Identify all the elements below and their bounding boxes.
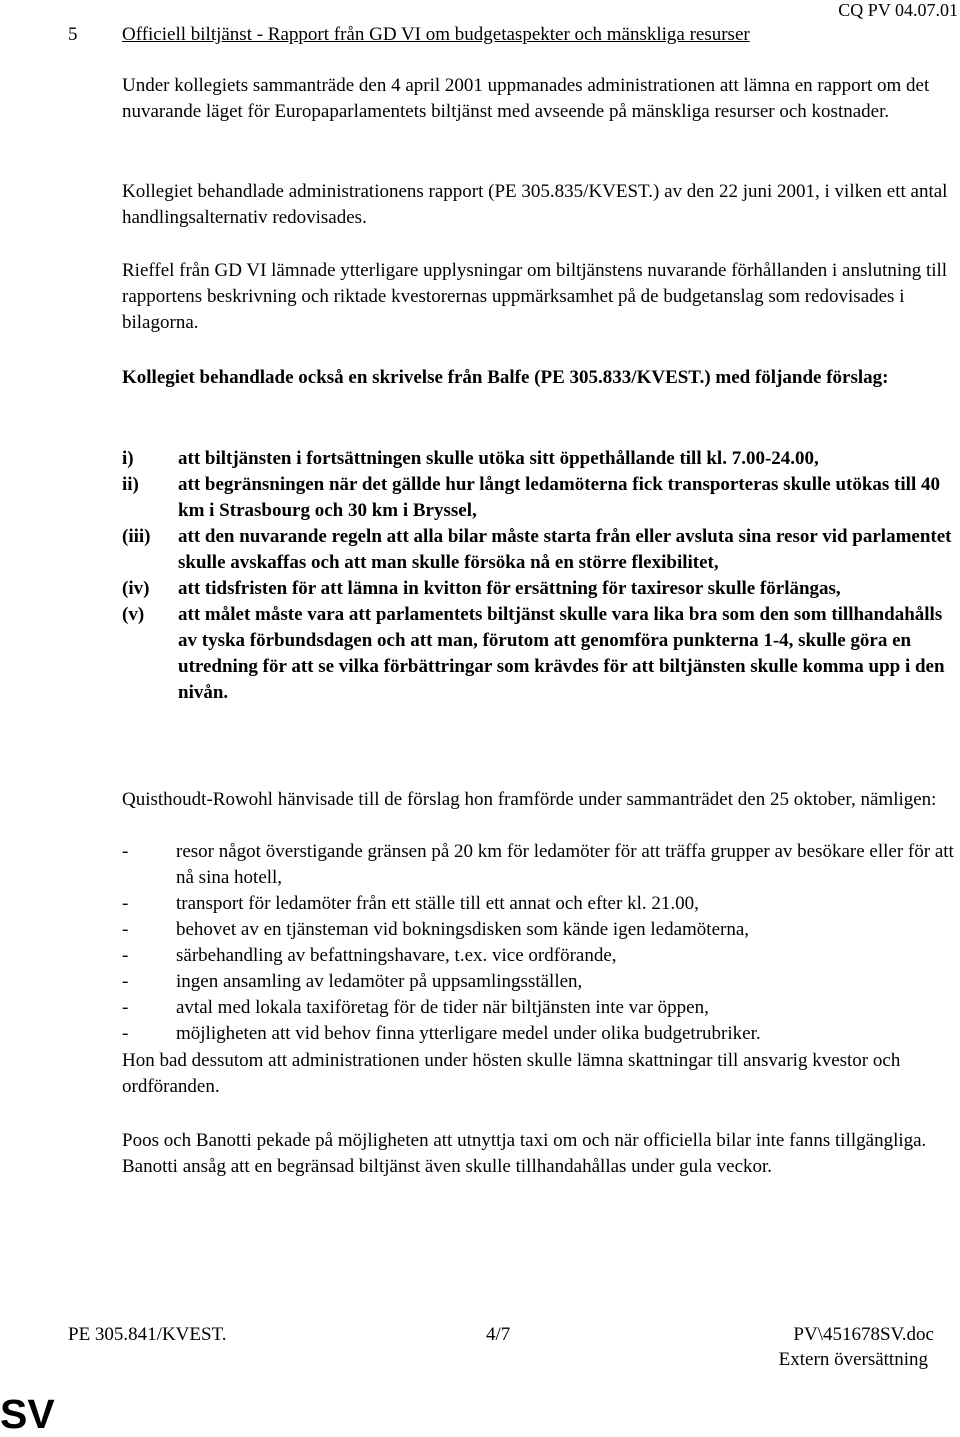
list-item-text: behovet av en tjänsteman vid bokningsdisken som kände igen ledamöterna, [176, 919, 750, 940]
list-item [122, 891, 957, 917]
list-bullet: - [122, 945, 129, 966]
section-title: Officiell biltjänst - Rapport från GD VI om budgetaspekter och mänskliga resurser [122, 24, 750, 45]
footer-pe-number: PE 305.841/KVEST. [68, 1324, 227, 1345]
list-item [122, 995, 957, 1021]
list-item [122, 1021, 957, 1047]
proposal-label: i) [122, 448, 134, 469]
list-item-text: resor något överstigande gränsen på 20 km för ledamöter för att träffa grupper av besökare eller för att nå sina hotell, [176, 841, 954, 888]
list-item-text: avtal med lokala taxiföretag för de tider när biltjänsten inte var öppen, [176, 997, 709, 1018]
proposal-item [122, 524, 957, 576]
paragraph-balfe-letter: Kollegiet behandlade också en skrivelse från Balfe (PE 305.833/KVEST.) med följande förslag: [122, 367, 889, 388]
list-bullet: - [122, 919, 129, 940]
list-bullet: - [122, 1023, 129, 1044]
list-item [122, 969, 957, 995]
proposal-list [122, 446, 957, 706]
footer-page-number: 4/7 [486, 1324, 511, 1345]
proposal-text: att begränsningen när det gällde hur långt ledamöterna fick transporteras skulle utökas till 40 km i Strasbourg och 30 km i Bryssel, [178, 474, 940, 521]
language-code: SV [0, 1391, 55, 1437]
paragraph-quisthoudt-intro: Quisthoudt-Rowohl hänvisade till de förslag hon framförde under sammanträdet den 25 oktober, nämligen: [122, 789, 937, 810]
list-item-text: möjligheten att vid behov finna ytterligare medel under olika budgetrubriker. [176, 1023, 761, 1044]
proposal-text: att den nuvarande regeln att alla bilar måste starta från eller avsluta sina resor vid parlamentet skulle avskaffas och att man skulle försöka nå en större flexibilitet, [178, 526, 952, 573]
proposal-text: att biltjänsten i fortsättningen skulle utöka sitt öppethållande till kl. 7.00-24.00, [178, 448, 819, 469]
list-bullet: - [122, 893, 129, 914]
proposal-text: att tidsfristen för att lämna in kvitton för ersättning för taxiresor skulle förlängas, [178, 578, 841, 599]
list-item [122, 943, 957, 969]
paragraph-quisthoudt-outro: Hon bad dessutom att administrationen under hösten skulle lämna skattningar till ansvarig kvestor och ordföranden. [122, 1050, 901, 1097]
proposal-label: (iii) [122, 526, 151, 547]
list-bullet: - [122, 971, 129, 992]
proposal-item [122, 576, 957, 602]
proposal-item [122, 446, 957, 472]
list-bullet: - [122, 997, 129, 1018]
document-reference: CQ PV 04.07.01 [838, 0, 958, 20]
proposal-label: (v) [122, 604, 145, 625]
footer-filename: PV\451678SV.doc [793, 1324, 934, 1345]
list-item-text: särbehandling av befattningshavare, t.ex. vice ordförande, [176, 945, 617, 966]
list-item-text: ingen ansamling av ledamöter på uppsamlingsställen, [176, 971, 583, 992]
proposal-item [122, 602, 957, 706]
paragraph-meeting-request: Under kollegiets sammanträde den 4 april 2001 uppmanades administrationen att lämna en rapport om det nuvarande läget för Europaparlamentets biltjänst med avseende på mänskliga resurser och kostnader. [122, 75, 930, 122]
proposal-label: ii) [122, 474, 139, 495]
quisthoudt-proposal-list [122, 839, 957, 1047]
section-number: 5 [68, 24, 78, 45]
proposal-item [122, 472, 957, 524]
paragraph-report-review: Kollegiet behandlade administrationens rapport (PE 305.835/KVEST.) av den 22 juni 2001, i vilken ett antal handlingsalternativ redovisades. [122, 181, 948, 228]
list-item [122, 917, 957, 943]
paragraph-poos-banotti: Poos och Banotti pekade på möjligheten att utnyttja taxi om och när officiella bilar inte fanns tillgängliga. Banotti ansåg att en begränsad biltjänst även skulle tillhandahållas under gula veckor. [122, 1130, 927, 1177]
list-item-text: transport för ledamöter från ett ställe till ett annat och efter kl. 21.00, [176, 893, 699, 914]
footer-translation-note: Extern översättning [778, 1349, 928, 1370]
list-item [122, 839, 957, 891]
proposal-label: (iv) [122, 578, 150, 599]
list-bullet: - [122, 841, 129, 862]
paragraph-rieffel-info: Rieffel från GD VI lämnade ytterligare upplysningar om biltjänstens nuvarande förhållanden i anslutning till rapportens beskrivning och riktade kvestorernas uppmärksamhet på de budgetanslag som redovisades i bilagorna. [122, 260, 948, 333]
proposal-text: att målet måste vara att parlamentets biltjänst skulle vara lika bra som den som tillhandahålls av tyska förbundsdagen och att man, förutom att genomföra punkterna 1-4, skulle göra en utredning för att se vilka förbättringar som krävdes för att biltjänsten skulle komma upp i den nivån. [178, 604, 945, 703]
